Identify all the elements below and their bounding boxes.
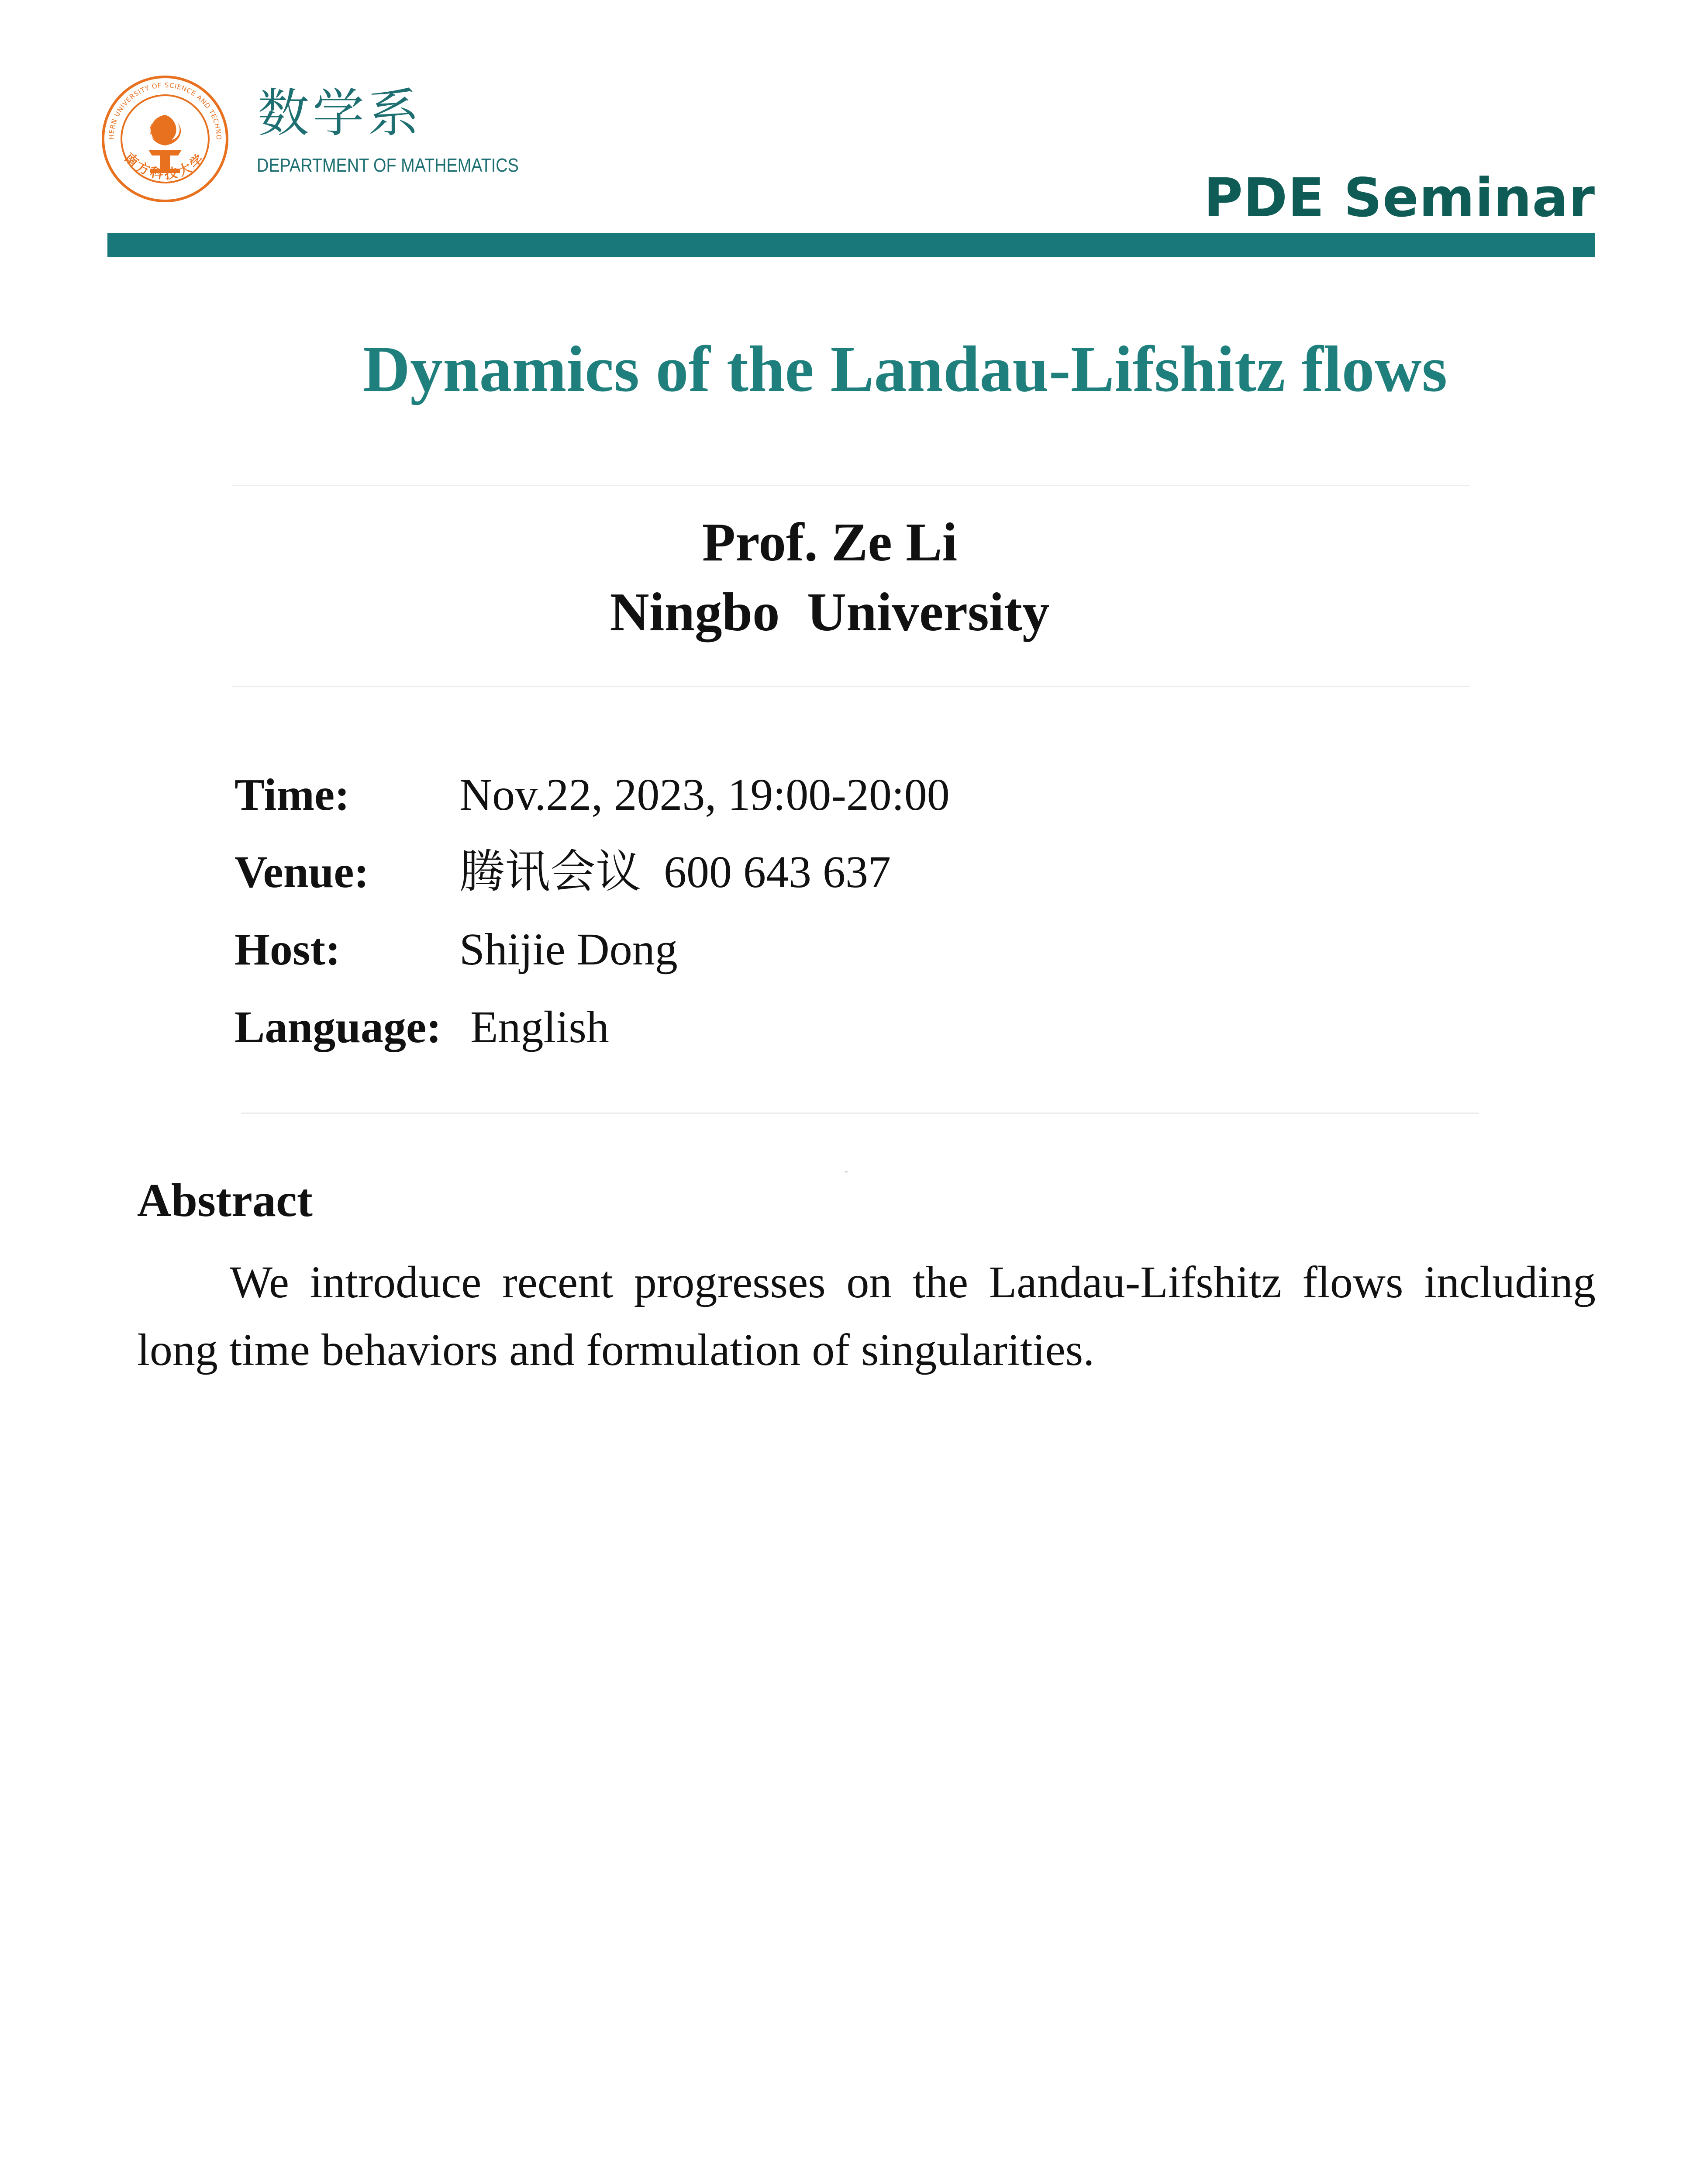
speaker-affiliation: Ningbo University xyxy=(610,582,1050,643)
time-label: Time: xyxy=(234,770,350,820)
stray-mark: ″ xyxy=(845,1170,848,1179)
svg-text:南方科技大学: 南方科技大学 xyxy=(121,150,209,183)
divider-line xyxy=(231,686,1469,687)
department-name-english: DEPARTMENT OF MATHEMATICS xyxy=(257,155,519,176)
time-value: Nov.22, 2023, 19:00-20:00 xyxy=(459,770,950,820)
abstract-text: We introduce recent progresses on the Landau-Lifshitz flows including long time behaviors and formulation of singularities. xyxy=(137,1257,1596,1375)
svg-text:SOUTHERN UNIVERSITY OF SCIENCE: HERN UNIVERSITY OF SCIENCE AND TECHNO xyxy=(107,81,223,141)
header-divider-bar xyxy=(107,233,1595,257)
seminar-series-title: PDE Seminar xyxy=(1203,167,1595,229)
divider-line xyxy=(241,1113,1479,1114)
abstract-heading: Abstract xyxy=(137,1175,313,1227)
host-value: Shijie Dong xyxy=(459,924,678,975)
venue-value: 腾讯会议 600 643 637 xyxy=(459,847,891,897)
sustech-emblem-icon xyxy=(100,73,231,204)
language-label: Language: xyxy=(234,1002,441,1052)
university-logo xyxy=(100,73,231,204)
host-label: Host: xyxy=(234,924,341,975)
speaker-name: Prof. Ze Li xyxy=(702,512,958,573)
department-name-chinese: 数学系 xyxy=(258,83,423,143)
language-value: English xyxy=(470,1002,609,1052)
divider-line xyxy=(231,485,1469,486)
venue-label: Venue: xyxy=(234,847,369,897)
talk-title: Dynamics of the Landau-Lifshitz flows xyxy=(362,333,1448,405)
